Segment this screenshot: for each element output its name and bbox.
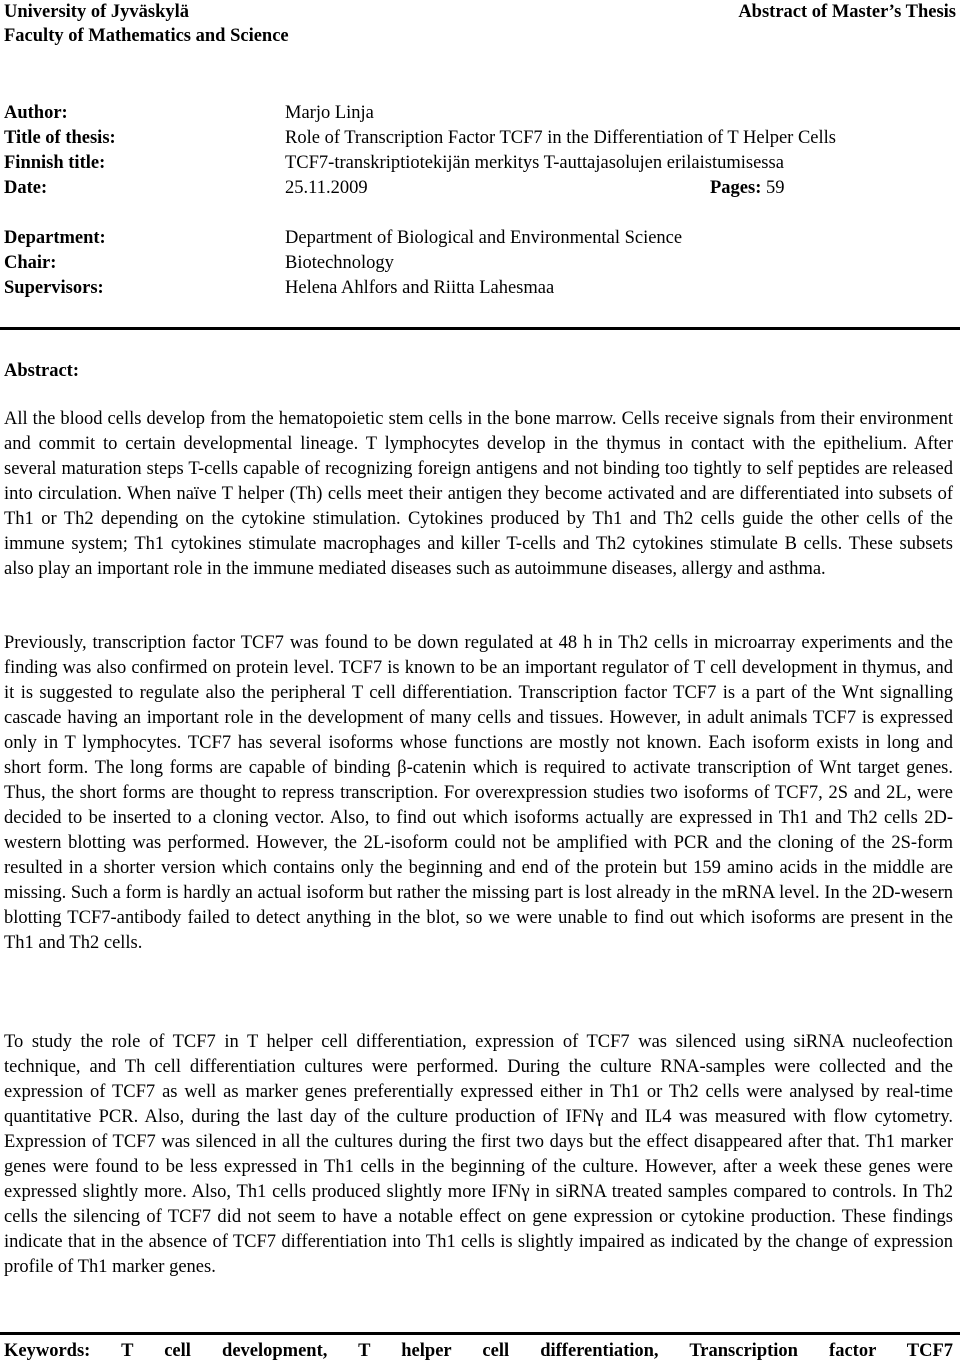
title-label: Title of thesis: [4, 128, 116, 148]
chair-row [4, 251, 956, 276]
chair-value: Biotechnology [285, 253, 394, 273]
abstract-paragraph-1: All the blood cells develop from the hematopoietic stem cells in the bone marrow. Cells receive signals from their environment and commit to certain developmental lineage. T lymphocytes develop in the thymus in contact with the epithelium. After several maturation steps T-cells capable of recognizing foreign antigens and not binding too tightly to self peptides are released into circulation. When naïve T helper (Th) cells meet their antigen they become activated and are differentiated into subsets of Th1 or Th2 depending on the cytokine stimulation. Cytokines produced by Th1 and Th2 cells guide the other cells of the immune system; Th1 cytokines stimulate macrophages and killer T-cells and Th2 cytokines stimulate B cells. These subsets also play an important role in the immune mediated diseases such as autoimmune diseases, allergy and asthma. [4, 409, 953, 579]
department-row [4, 226, 956, 251]
finnish-title-row [4, 151, 956, 176]
faculty-name: Faculty of Mathematics and Science [4, 26, 289, 46]
department-value: Department of Biological and Environmental Science [285, 228, 683, 248]
university-name: University of Jyväskylä [4, 2, 189, 22]
date-label: Date: [4, 178, 48, 198]
thesis-info [4, 101, 956, 201]
title-value: Role of Transcription Factor TCF7 in the Differentiation of T Helper Cells [285, 128, 836, 148]
abstract-paragraph-3: To study the role of TCF7 in T helper cell differentiation, expression of TCF7 was silenced using siRNA nucleofection technique, and Th cell differentiation cultures were performed. During the culture RNA-samples were collected and the expression of TCF7 as well as marker genes preferentially expressed either in Th1 or Th2 cells were analysed by real-time quantitative PCR. Also, during the last day of the culture production of IFNγ and IL4 was measured with flow cytometry. Expression of TCF7 was silenced in all the cultures during the first two days but the effect disappeared after that. Th1 marker genes were found to be less expressed in Th1 cells in the beginning of the culture. However, after a week these genes were expressed slightly more. Also, Th1 cells produced slightly more IFNγ in siRNA treated samples compared to controls. In Th2 cells the silencing of TCF7 did not seem to have a notable effect on gene expression or cytokine production. These findings indicate that in the absence of TCF7 differentiation into Th1 cells is slightly impaired as indicated by the change of expression profile of Th1 marker genes. [4, 1032, 953, 1277]
finnish-title-value: TCF7-transkriptiotekijän merkitys T-auttajasolujen erilaistumisessa [285, 153, 784, 173]
page-header [4, 0, 956, 50]
pages-label: Pages: [710, 178, 762, 198]
document-type: Abstract of Master’s Thesis [738, 2, 956, 22]
abstract-heading: Abstract: [4, 361, 80, 381]
date-value: 25.11.2009 [285, 178, 368, 198]
section-divider [0, 327, 960, 330]
author-row [4, 101, 956, 126]
pages-value: 59 [766, 178, 785, 198]
keywords-divider [0, 1332, 960, 1335]
finnish-title-label: Finnish title: [4, 153, 106, 173]
supervisors-row [4, 276, 956, 301]
author-value: Marjo Linja [285, 103, 374, 123]
chair-label: Chair: [4, 253, 57, 273]
supervisors-value: Helena Ahlfors and Riitta Lahesmaa [285, 278, 555, 298]
title-row [4, 126, 956, 151]
abstract-paragraph-2: Previously, transcription factor TCF7 was found to be down regulated at 48 h in Th2 cells in microarray experiments and the finding was also confirmed on protein level. TCF7 is known to be an important regulator of T cell development in thymus, and it is suggested to regulate also the peripheral T cell differentiation. Transcription factor TCF7 is a part of the Wnt signalling cascade having an important role in the development of many cells and tissues. However, in adult animals TCF7 is expressed only in T lymphocytes. TCF7 has several isoforms whose functions are mostly not known. Each isoform exists in long and short form. The long forms are capable of binding β-catenin which is required to activate transcription of Wnt target genes. Thus, the short forms are thought to repress transcription. For overexpression studies two isoforms of TCF7, 2S and 2L, were decided to be inserted to a cloning vector. Also, to find out which isoforms actually are expressed in Th1 and Th2 cells 2D-western blotting was performed. However, the 2L-isoform could not be amplified with PCR and the cloning of the 2S-form resulted in a shorter version which contains only the beginning and end of the protein but 159 amino acids in the middle are missing. Such a form is hardly an actual isoform but rather the missing part is lost already in the mRNA level. In the 2D-wesern blotting TCF7-antibody failed to detect anything in the blot, so we were unable to find out which isoforms are present in the Th1 and Th2 cells. [4, 633, 953, 953]
header-institution [4, 0, 289, 48]
date-row [4, 176, 956, 201]
supervisors-label: Supervisors: [4, 278, 104, 298]
department-label: Department: [4, 228, 106, 248]
author-label: Author: [4, 103, 68, 123]
keywords-line: Keywords: T cell development, T helper cell differentiation, Transcription factor TCF7 [4, 1341, 953, 1361]
pages-field [710, 176, 785, 201]
department-info [4, 226, 956, 301]
